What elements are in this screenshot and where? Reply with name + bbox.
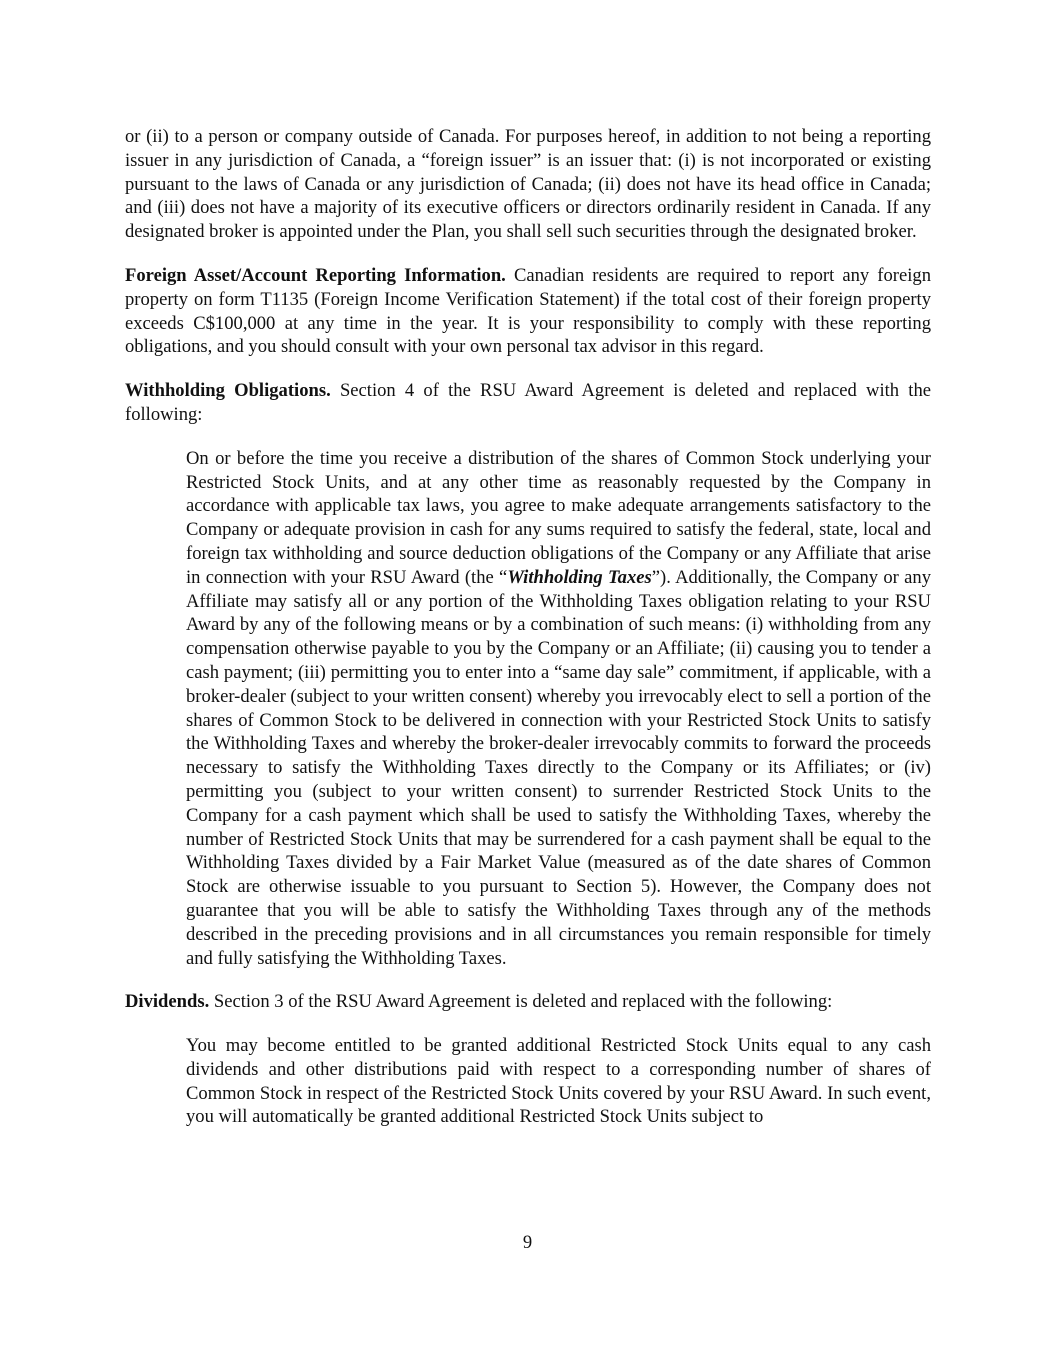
document-body	[125, 125, 931, 1129]
clause-text-part-1: On or before the time you receive a distribution of the shares of Common Stock underlying your Restricted Stock Units, and at any other time as reasonably requested by the Company in accordance with applicable tax laws, you agree to make adequate arrangements satisfactory to the Company or adequate provision in cash for any sums required to satisfy the federal, state, local and foreign tax withholding and source deduction obligations of the Company or any Affiliate that arise in connection with your RSU Award (the “	[186, 447, 931, 588]
paragraph-foreign-asset-reporting	[125, 264, 931, 359]
clause-text: You may become entitled to be granted additional Restricted Stock Units equal to any cash dividends and other distributions paid with respect to a corresponding number of shares of Common Stock in respect of the Restricted Stock Units covered by your RSU Award. In such event, you will automatically be granted additional Restricted Stock Units subject to	[186, 1035, 931, 1128]
paragraph-text: Section 3 of the RSU Award Agreement is deleted and replaced with the following:	[209, 991, 833, 1013]
paragraph-text: Canadian residents are required to report any foreign property on form T1135 (Foreign Income Verification Statement) if the total cost of their foreign property exceeds C$100,000 at any time in the year. It is your responsibility to comply with these reporting obligations, and you should consult with your own personal tax advisor in this regard.	[125, 264, 931, 358]
paragraph-foreign-issuer	[125, 125, 931, 244]
paragraph-dividends	[125, 990, 931, 1014]
paragraph-withholding-obligations	[125, 379, 931, 427]
indented-clause-withholding	[186, 447, 931, 971]
clause-text-part-2: ”). Additionally, the Company or any Affiliate may satisfy all or any portion of the Withholding Taxes obligation relating to your RSU Award by any of the following means or by a combination of such means: (i) withholding from any compensation otherwise payable to you by the Company or an Affiliate; (ii) causing you to tender a cash payment; (iii) permitting you to enter into a “same day sale” commitment, if applicable, with a broker-dealer (subject to your written consent) whereby you irrevocably elect to sell a portion of the shares of Common Stock to be delivered in connection with your Restricted Stock Units to satisfy the Withholding Taxes and whereby the broker-dealer irrevocably commits to forward the proceeds necessary to satisfy the Withholding Taxes directly to the Company or its Affiliates; or (iv) permitting you (subject to your written consent) to surrender Restricted Stock Units to the Company for a cash payment which shall be used to satisfy the Withholding Taxes, whereby the number of Restricted Stock Units that may be surrendered for a cash payment shall be equal to the Withholding Taxes divided by a Fair Market Value (measured as of the date shares of Common Stock are otherwise issuable to you pursuant to Section 5). However, the Company does not guarantee that you will be able to satisfy the Withholding Taxes through any of the methods described in the preceding provisions and in all circumstances you remain responsible for timely and fully satisfying the Withholding Taxes.	[186, 566, 931, 969]
defined-term: Withholding Taxes	[507, 566, 652, 588]
page-number: 9	[522, 1232, 533, 1253]
section-heading: Withholding Obligations.	[125, 380, 331, 402]
indented-clause-dividends	[186, 1034, 931, 1129]
section-heading: Foreign Asset/Account Reporting Information.	[125, 264, 506, 286]
paragraph-text: Section 4 of the RSU Award Agreement is deleted and replaced with the following:	[125, 380, 931, 425]
section-heading: Dividends.	[125, 991, 210, 1013]
paragraph-text: or (ii) to a person or company outside of Canada. For purposes hereof, in addition to not being a reporting issuer in any jurisdiction of Canada, a “foreign issuer” is an issuer that: (i) is not incorporated or existing pursuant to the laws of Canada or any jurisdiction of Canada; (ii) does not have its head office in Canada; and (iii) does not have a majority of its executive officers or directors ordinarily resident in Canada. If any designated broker is appointed under the Plan, you shall sell such securities through the designated broker.	[125, 126, 931, 243]
